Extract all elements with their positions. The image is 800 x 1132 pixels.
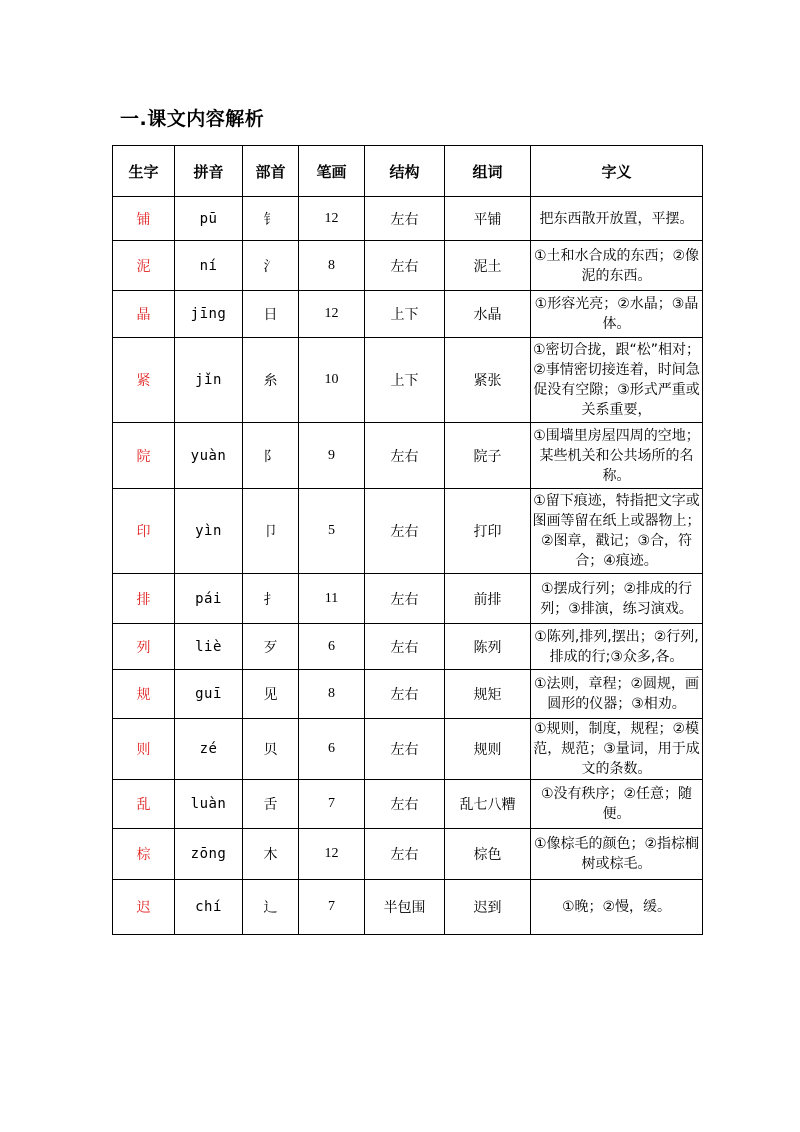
row-radical: 糸 <box>243 338 299 423</box>
row-meaning: 把东西散开放置，平摆。 <box>531 197 703 241</box>
row-word: 陈列 <box>445 624 531 670</box>
row-meaning: ①法则，章程；②圆规，画圆形的仪器；③相劝。 <box>531 670 703 719</box>
row-char: 紧 <box>113 338 175 423</box>
row-strokes: 9 <box>299 423 365 489</box>
row-radical: 钅 <box>243 197 299 241</box>
row-char: 排 <box>113 574 175 624</box>
row-meaning: ①留下痕迹，特指把文字或图画等留在纸上或器物上；②图章，戳记；③合，符合；④痕迹。 <box>531 489 703 574</box>
row-structure: 左右 <box>365 574 445 624</box>
row-structure: 左右 <box>365 829 445 880</box>
row-word: 迟到 <box>445 880 531 935</box>
row-char: 铺 <box>113 197 175 241</box>
row-structure: 左右 <box>365 241 445 291</box>
row-strokes: 12 <box>299 291 365 338</box>
row-strokes: 7 <box>299 880 365 935</box>
header-word: 组词 <box>445 146 531 197</box>
row-pinyin: ní <box>175 241 243 291</box>
row-word: 棕色 <box>445 829 531 880</box>
row-pinyin: guī <box>175 670 243 719</box>
row-structure: 左右 <box>365 719 445 780</box>
table-row <box>113 489 703 574</box>
row-strokes: 6 <box>299 719 365 780</box>
row-word: 乱七八糟 <box>445 780 531 829</box>
row-char: 院 <box>113 423 175 489</box>
row-word: 打印 <box>445 489 531 574</box>
row-word: 平铺 <box>445 197 531 241</box>
row-word: 前排 <box>445 574 531 624</box>
row-strokes: 5 <box>299 489 365 574</box>
header-structure: 结构 <box>365 146 445 197</box>
row-meaning: ①土和水合成的东西；②像泥的东西。 <box>531 241 703 291</box>
row-strokes: 6 <box>299 624 365 670</box>
row-radical: 扌 <box>243 574 299 624</box>
row-strokes: 8 <box>299 670 365 719</box>
row-pinyin: luàn <box>175 780 243 829</box>
row-word: 紧张 <box>445 338 531 423</box>
table-row <box>113 880 703 935</box>
row-pinyin: pū <box>175 197 243 241</box>
row-pinyin: pái <box>175 574 243 624</box>
row-char: 棕 <box>113 829 175 880</box>
row-pinyin: jīng <box>175 291 243 338</box>
row-char: 印 <box>113 489 175 574</box>
row-structure: 左右 <box>365 624 445 670</box>
header-strokes: 笔画 <box>299 146 365 197</box>
row-pinyin: yuàn <box>175 423 243 489</box>
row-structure: 上下 <box>365 338 445 423</box>
row-pinyin: yìn <box>175 489 243 574</box>
row-radical: 卩 <box>243 489 299 574</box>
header-radical: 部首 <box>243 146 299 197</box>
header-meaning: 字义 <box>531 146 703 197</box>
row-char: 迟 <box>113 880 175 935</box>
row-word: 院子 <box>445 423 531 489</box>
table-row <box>113 719 703 780</box>
row-char: 则 <box>113 719 175 780</box>
row-structure: 半包围 <box>365 880 445 935</box>
row-structure: 左右 <box>365 489 445 574</box>
row-word: 水晶 <box>445 291 531 338</box>
row-char: 泥 <box>113 241 175 291</box>
row-pinyin: jǐn <box>175 338 243 423</box>
page-title: 一.课文内容解析 <box>120 108 265 130</box>
row-structure: 上下 <box>365 291 445 338</box>
row-strokes: 11 <box>299 574 365 624</box>
vocabulary-table <box>112 145 703 935</box>
row-radical: 歹 <box>243 624 299 670</box>
table-row <box>113 423 703 489</box>
table-row <box>113 624 703 670</box>
row-radical: 辶 <box>243 880 299 935</box>
row-pinyin: zé <box>175 719 243 780</box>
table-row <box>113 670 703 719</box>
table-row <box>113 780 703 829</box>
row-meaning: ①密切合拢，跟“松”相对；②事情密切接连着，时间急促没有空隙；③形式严重或关系重要， <box>531 338 703 423</box>
row-char: 列 <box>113 624 175 670</box>
table-row <box>113 241 703 291</box>
row-strokes: 12 <box>299 197 365 241</box>
row-radical: 日 <box>243 291 299 338</box>
table-row <box>113 338 703 423</box>
row-structure: 左右 <box>365 423 445 489</box>
row-strokes: 7 <box>299 780 365 829</box>
row-word: 规则 <box>445 719 531 780</box>
row-pinyin: zōng <box>175 829 243 880</box>
row-pinyin: chí <box>175 880 243 935</box>
row-radical: 见 <box>243 670 299 719</box>
table-row <box>113 829 703 880</box>
row-word: 规矩 <box>445 670 531 719</box>
row-radical: 阝 <box>243 423 299 489</box>
row-radical: 贝 <box>243 719 299 780</box>
row-meaning: ①没有秩序；②任意；随便。 <box>531 780 703 829</box>
row-meaning: ①围墙里房屋四周的空地；某些机关和公共场所的名称。 <box>531 423 703 489</box>
header-pinyin: 拼音 <box>175 146 243 197</box>
row-meaning: ①陈列,排列,摆出；②行列,排成的行;③众多,各。 <box>531 624 703 670</box>
row-pinyin: liè <box>175 624 243 670</box>
table-row <box>113 574 703 624</box>
row-structure: 左右 <box>365 197 445 241</box>
row-meaning: ①晚；②慢，缓。 <box>531 880 703 935</box>
row-structure: 左右 <box>365 780 445 829</box>
row-meaning: ①像棕毛的颜色；②指棕榈树或棕毛。 <box>531 829 703 880</box>
row-meaning: ①形容光亮；②水晶；③晶体。 <box>531 291 703 338</box>
row-meaning: ①摆成行列；②排成的行列；③排演，练习演戏。 <box>531 574 703 624</box>
row-radical: 木 <box>243 829 299 880</box>
row-meaning: ①规则，制度，规程；②模范，规范；③量词，用于成文的条数。 <box>531 719 703 780</box>
row-strokes: 8 <box>299 241 365 291</box>
row-strokes: 12 <box>299 829 365 880</box>
row-strokes: 10 <box>299 338 365 423</box>
row-structure: 左右 <box>365 670 445 719</box>
table-header-row <box>113 146 703 197</box>
row-char: 晶 <box>113 291 175 338</box>
row-char: 乱 <box>113 780 175 829</box>
row-char: 规 <box>113 670 175 719</box>
row-word: 泥土 <box>445 241 531 291</box>
table-row <box>113 291 703 338</box>
row-radical: 氵 <box>243 241 299 291</box>
header-char: 生字 <box>113 146 175 197</box>
row-radical: 舌 <box>243 780 299 829</box>
table-row <box>113 197 703 241</box>
